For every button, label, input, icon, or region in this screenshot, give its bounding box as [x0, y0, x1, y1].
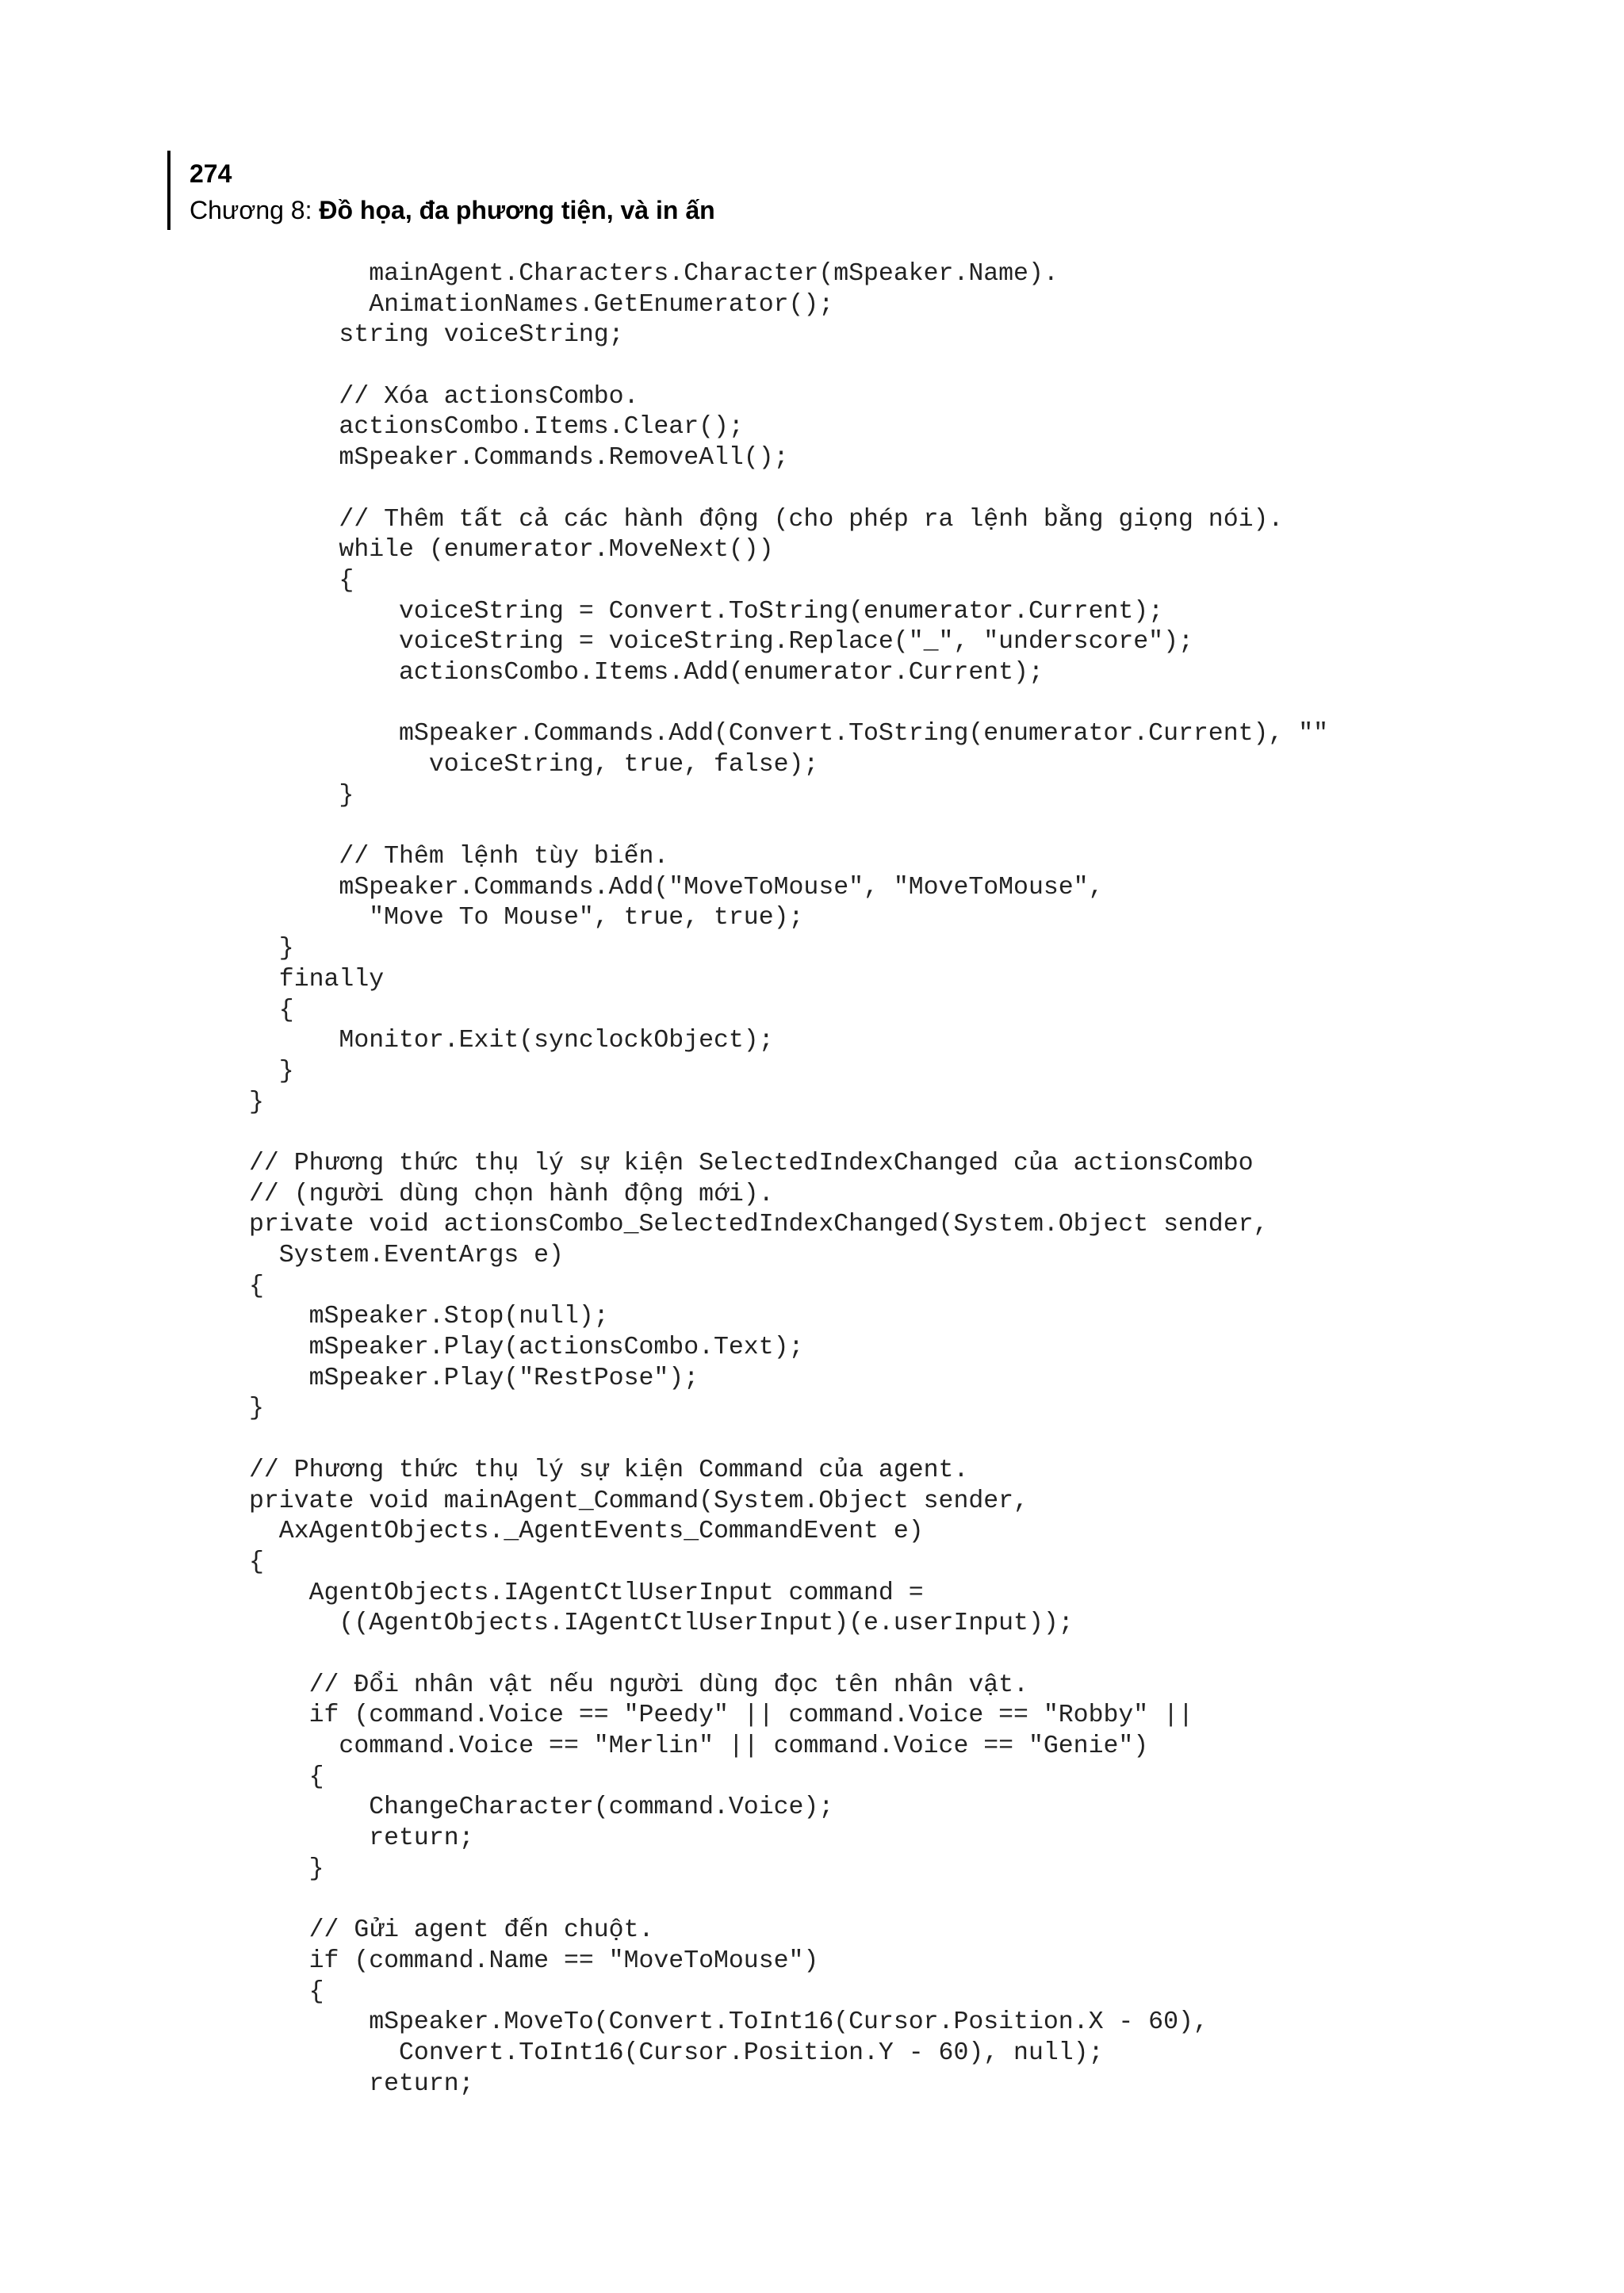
code-line: // Xóa actionsCombo. — [249, 382, 639, 411]
code-line: if (command.Voice == "Peedy" || command.Voice == "Robby" || — [249, 1702, 1193, 1730]
code-line: mainAgent.Characters.Character(mSpeaker.Name). — [249, 260, 1059, 288]
code-line: } — [249, 781, 354, 810]
code-line: actionsCombo.Items.Clear(); — [249, 413, 744, 442]
code-line: "Move To Mouse", true, true); — [249, 904, 804, 932]
code-line: { — [249, 1548, 264, 1576]
code-line: // Thêm lệnh tùy biến. — [249, 843, 669, 871]
code-line: if (command.Name == "MoveToMouse") — [249, 1947, 819, 1975]
code-line — [249, 689, 1613, 720]
code-line: // Thêm tất cả các hành động (cho phép ra lệnh bằng giọng nói). — [249, 505, 1284, 534]
code-line: voiceString = Convert.ToString(enumerator.Current); — [249, 597, 1164, 626]
code-line — [249, 811, 1613, 842]
code-line: actionsCombo.Items.Add(enumerator.Current); — [249, 658, 1044, 687]
code-line: // (người dùng chọn hành động mới). — [249, 1180, 774, 1208]
code-line: mSpeaker.Play(actionsCombo.Text); — [249, 1334, 804, 1362]
code-line: // Gửi agent đến chuột. — [249, 1916, 654, 1945]
code-line: ChangeCharacter(command.Voice); — [249, 1793, 834, 1822]
code-line: { — [249, 1763, 324, 1791]
code-line: System.EventArgs e) — [249, 1242, 564, 1269]
chapter-heading — [190, 193, 715, 227]
code-line: mSpeaker.Play("RestPose"); — [249, 1364, 699, 1392]
code-line: } — [249, 1088, 264, 1116]
code-line: finally — [249, 965, 385, 993]
code-line: AxAgentObjects._AgentEvents_CommandEvent e) — [249, 1518, 924, 1546]
code-line: private void mainAgent_Command(System.Object sender, — [249, 1487, 1028, 1515]
code-line: // Phương thức thụ lý sự kiện Command của agent. — [249, 1456, 969, 1484]
code-line: voiceString, true, false); — [249, 751, 819, 779]
code-line: mSpeaker.Stop(null); — [249, 1303, 609, 1331]
code-line: mSpeaker.Commands.Add("MoveToMouse", "MoveToMouse", — [249, 873, 1104, 902]
code-line: return; — [249, 2069, 474, 2098]
code-line: mSpeaker.Commands.Add(Convert.ToString(enumerator.Current), "" — [249, 720, 1329, 748]
code-line: { — [249, 566, 354, 595]
code-line: // Phương thức thụ lý sự kiện SelectedIndexChanged của actionsCombo — [249, 1149, 1254, 1177]
page-header — [167, 151, 715, 230]
code-line: Convert.ToInt16(Cursor.Position.Y - 60), null); — [249, 2038, 1104, 2067]
code-line: // Đổi nhân vật nếu người dùng đọc tên nhân vật. — [249, 1671, 1028, 1699]
chapter-prefix: Chương 8: — [190, 196, 320, 224]
code-line — [249, 351, 1613, 382]
code-line: command.Voice == "Merlin" || command.Voice == "Genie") — [249, 1732, 1149, 1760]
code-line: mSpeaker.Commands.RemoveAll(); — [249, 444, 789, 473]
code-line: ((AgentObjects.IAgentCtlUserInput)(e.userInput)); — [249, 1610, 1074, 1638]
code-line: while (enumerator.MoveNext()) — [249, 536, 774, 565]
chapter-title: Đồ họa, đa phương tiện, và in ấn — [319, 196, 715, 224]
code-line: AgentObjects.IAgentCtlUserInput command = — [249, 1579, 924, 1607]
code-line — [249, 1118, 1613, 1149]
code-line: mSpeaker.MoveTo(Convert.ToInt16(Cursor.Position.X - 60), — [249, 2008, 1208, 2037]
code-line: } — [249, 1855, 324, 1883]
code-line — [249, 1425, 1613, 1456]
code-line: { — [249, 996, 294, 1024]
code-listing — [249, 259, 1613, 2100]
code-line: private void actionsCombo_SelectedIndexChanged(System.Object sender, — [249, 1211, 1269, 1239]
code-line — [249, 1885, 1613, 1916]
code-line: { — [249, 1272, 264, 1300]
code-line — [249, 1640, 1613, 1671]
code-line: return; — [249, 1824, 474, 1853]
code-line: { — [249, 1977, 324, 2006]
code-line — [249, 474, 1613, 505]
code-line: AnimationNames.GetEnumerator(); — [249, 290, 834, 319]
code-line: } — [249, 1395, 264, 1423]
code-line: } — [249, 1057, 294, 1085]
code-line: } — [249, 935, 294, 963]
code-line: voiceString = voiceString.Replace("_", "underscore"); — [249, 628, 1193, 657]
code-line: string voiceString; — [249, 321, 624, 350]
page-number: 274 — [190, 159, 232, 188]
code-line: Monitor.Exit(synclockObject); — [249, 1027, 774, 1055]
